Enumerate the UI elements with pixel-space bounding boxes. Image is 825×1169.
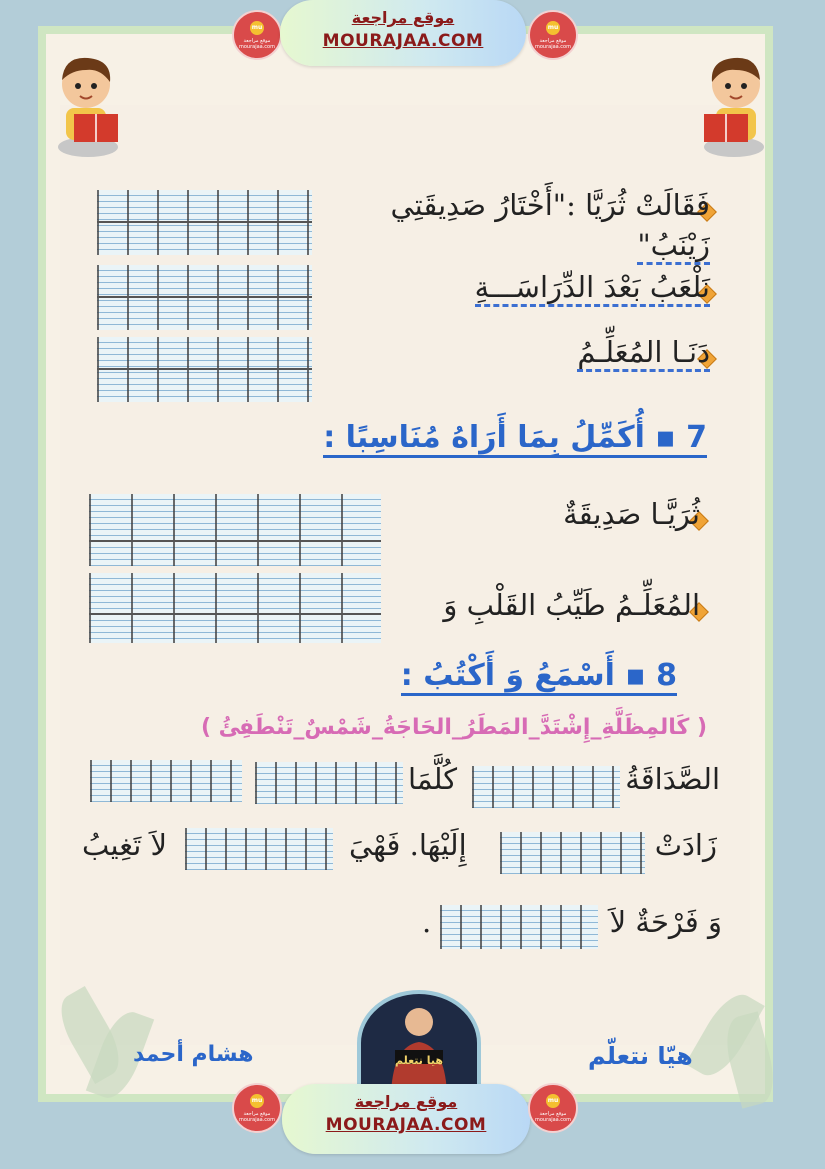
sentence-3: دَنَـا المُعَلِّـمُ: [577, 335, 710, 369]
dictation-line3-start: وَ فَرْحَةٌ لاَ: [609, 905, 722, 939]
dictation-line1-start: الصَّدَاقَةُ: [625, 762, 720, 796]
sentence-1-line2: زَيْنَبُ": [637, 228, 710, 262]
top-banner[interactable]: [280, 0, 526, 66]
blank-1[interactable]: [472, 766, 620, 808]
dictation-line2-end: لاَ تَغِيبُ: [82, 828, 168, 862]
writing-grid-5[interactable]: [89, 573, 381, 643]
banner-arabic: موقع مراجعة: [351, 8, 455, 27]
banner-site: MOURAJAA.COM: [322, 31, 484, 51]
reading-kid-left-icon: [50, 52, 130, 162]
writing-grid-3[interactable]: [97, 337, 312, 402]
dictation-line3-end: .: [422, 905, 432, 939]
site-badge-left-bottom: mu موقع مراجعة mourajaa.com: [232, 1083, 282, 1133]
banner-site: MOURAJAA.COM: [325, 1115, 487, 1135]
blank-3[interactable]: [90, 760, 242, 802]
dictation-line2-mid: إِلَيْهَا. فَهْيَ: [349, 828, 467, 862]
heading-8: 8 ▪ أَسْمَعُ وَ أَكْتُبُ :: [401, 658, 677, 696]
site-badge-right-bottom: mu موقع مراجعة mourajaa.com: [528, 1083, 578, 1133]
writing-grid-1[interactable]: [97, 190, 312, 255]
sentence-5: المُعَلِّـمُ طَيِّبُ القَلْبِ وَ: [443, 588, 700, 622]
heading-7: 7 ▪ أُكَمِّلُ بِمَا أَرَاهُ مُنَاسِبًا :: [323, 420, 707, 458]
blank-4[interactable]: [500, 832, 645, 874]
sentence-1-line1: فَقَالَتْ ثُرَيَّا :"أَخْتَارُ صَدِيقَتِي: [390, 188, 710, 222]
blank-5[interactable]: [185, 828, 333, 870]
bottom-banner[interactable]: [282, 1084, 530, 1154]
banner-arabic: موقع مراجعة: [354, 1092, 458, 1111]
site-badge-left: mu موقع مراجعة mourajaa.com: [232, 10, 282, 60]
writing-grid-4[interactable]: [89, 494, 381, 566]
reading-kid-right-icon: [692, 52, 772, 162]
blank-2[interactable]: [255, 762, 403, 804]
brand-name: هيّا نتعلّم: [588, 1042, 693, 1070]
word-bank: ( كَالمِظَلَّةِ_إِشْتَدَّ_المَطَرُ_الحَاجَةُ_شَمْسٌ_تَنْطَفِئُ ): [200, 715, 707, 740]
sentence-4: ثُرَيَّـا صَدِيقَةٌ: [563, 497, 700, 531]
author-name: هشام أحمد: [133, 1042, 254, 1067]
site-badge-right: mu موقع مراجعة mourajaa.com: [528, 10, 578, 60]
dictation-line1-mid: كُلَّمَا: [408, 762, 458, 796]
writing-grid-2[interactable]: [97, 265, 312, 330]
dictation-line2-start: زَادَتْ: [654, 828, 717, 862]
sentence-2: نَلْعَبُ بَعْدَ الدِّرَاسَـــةِ: [475, 270, 710, 304]
blank-6[interactable]: [440, 905, 598, 949]
author-photo: هيا نتعلم: [357, 990, 481, 1096]
